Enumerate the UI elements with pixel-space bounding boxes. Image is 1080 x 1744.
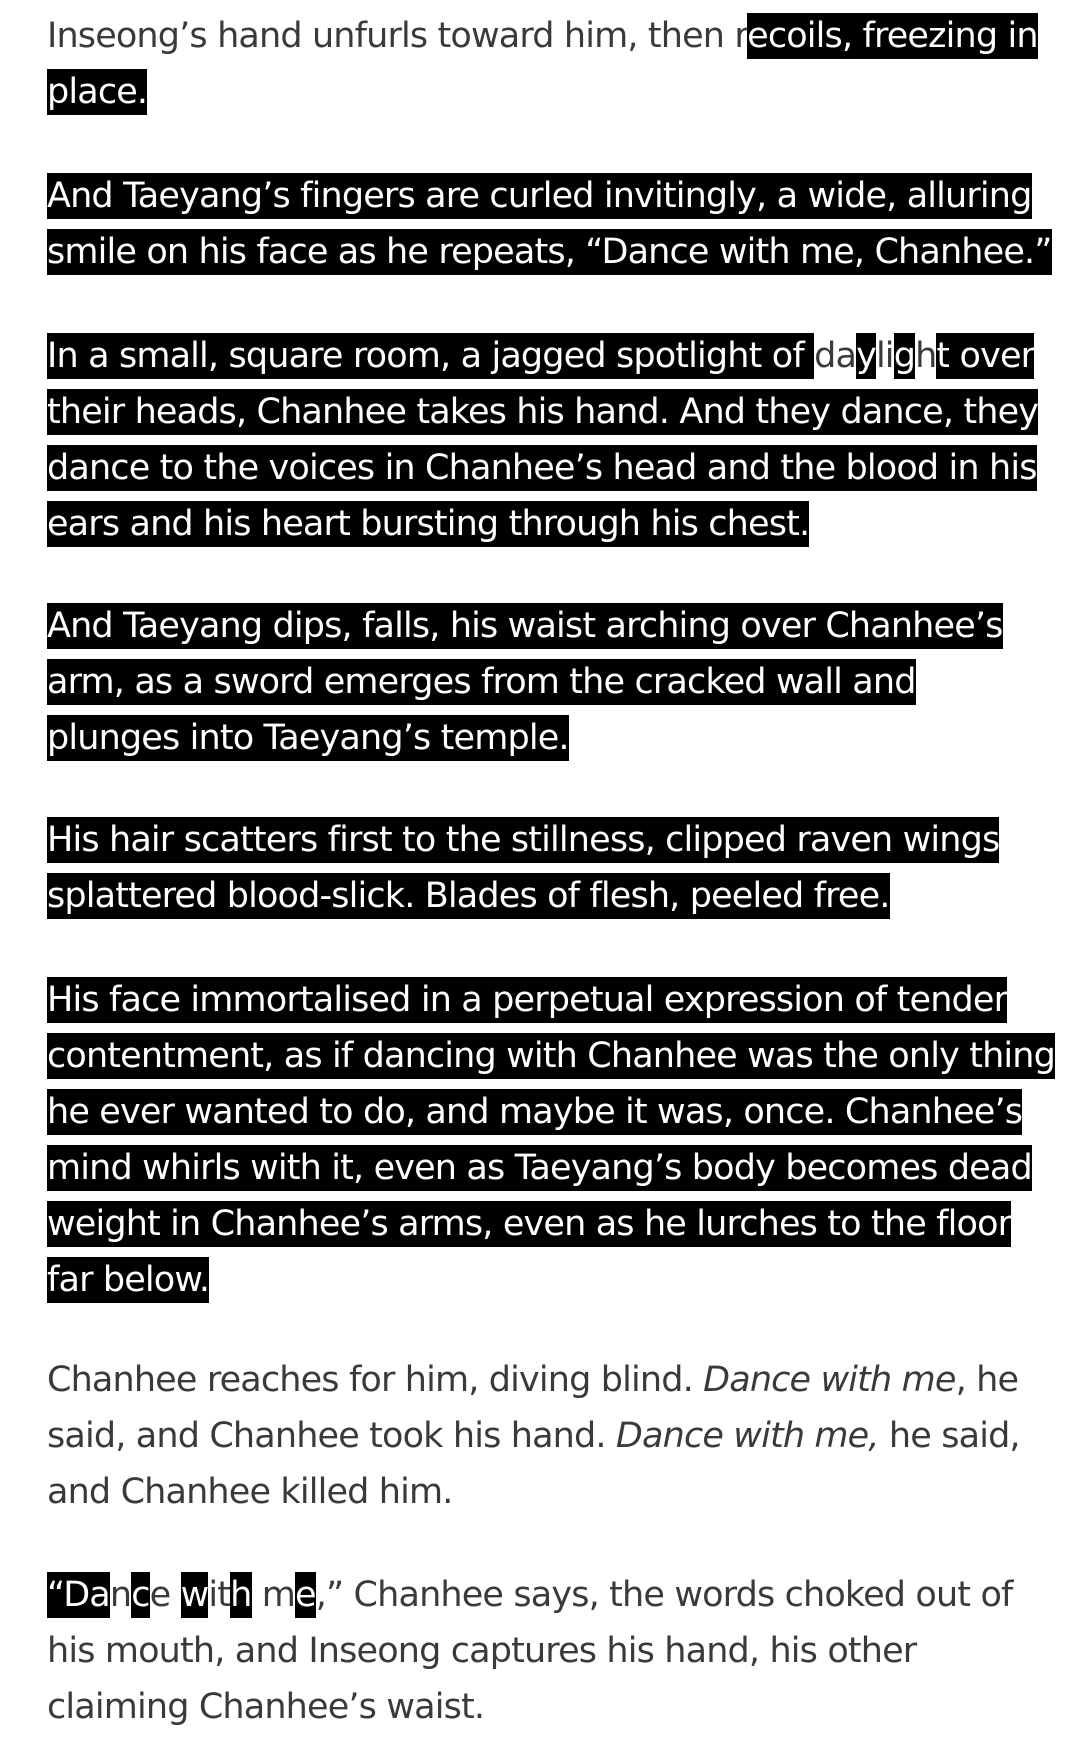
paragraph-5 xyxy=(47,812,999,924)
highlighted-text: arm, as a sword emerges from the cracked wall and xyxy=(47,659,916,705)
highlighted-text: “Da xyxy=(47,1572,110,1618)
highlighted-text: His face immortalised in a perpetual expression of tender xyxy=(47,977,1007,1023)
paragraph-4 xyxy=(47,598,1003,766)
text-line xyxy=(47,812,999,868)
plain-text: and Chanhee killed him. xyxy=(47,1472,453,1512)
plain-text: da xyxy=(814,336,857,376)
paragraph-7 xyxy=(47,1352,1020,1520)
text-line xyxy=(47,598,1003,654)
italic-text: Dance with me xyxy=(703,1360,956,1400)
highlighted-text: His hair scatters first to the stillness, clipped raven wings xyxy=(47,817,999,863)
plain-text: his mouth, and Inseong captures his hand, his other xyxy=(47,1631,917,1671)
text-line xyxy=(47,1623,1012,1679)
text-line xyxy=(47,1679,1012,1735)
plain-text: Inseong’s hand unfurls toward him, then r xyxy=(47,16,748,56)
text-line xyxy=(47,1408,1020,1464)
text-line xyxy=(47,1252,1055,1308)
text-line xyxy=(47,440,1038,496)
text-line xyxy=(47,1196,1055,1252)
plain-text: , he xyxy=(955,1360,1019,1400)
highlighted-text: plunges into Taeyang’s temple. xyxy=(47,715,569,761)
highlighted-text: over xyxy=(949,333,1034,379)
italic-text: Dance with me, xyxy=(615,1416,879,1456)
paragraph-1 xyxy=(47,8,1038,120)
plain-text: e xyxy=(149,1575,171,1615)
text-line xyxy=(47,1084,1055,1140)
text-line xyxy=(47,1352,1020,1408)
paragraph-2 xyxy=(47,168,1052,280)
highlighted-text: And Taeyang dips, falls, his waist arching over Chanhee’s xyxy=(47,603,1003,649)
text-line xyxy=(47,168,1052,224)
text-line xyxy=(47,328,1038,384)
text-line xyxy=(47,1464,1020,1520)
highlighted-text: dance to the voices in Chanhee’s head and the blood in his xyxy=(47,445,1037,491)
text-line xyxy=(47,1567,1012,1623)
plain-text: it xyxy=(208,1575,231,1615)
highlighted-text: weight in Chanhee’s arms, even as he lurches to the floor xyxy=(47,1201,1011,1247)
text-line xyxy=(47,654,1003,710)
highlighted-text: contentment, as if dancing with Chanhee was the only thing xyxy=(47,1033,1055,1079)
plain-text: ,” Chanhee says, the words choked out of xyxy=(315,1575,1013,1615)
text-line xyxy=(47,710,1003,766)
paragraph-6 xyxy=(47,972,1055,1308)
highlighted-text: c xyxy=(131,1572,149,1618)
paragraph-3 xyxy=(47,328,1038,552)
plain-text: claiming Chanhee’s waist. xyxy=(47,1687,485,1727)
text-line xyxy=(47,868,999,924)
text-line xyxy=(47,8,1038,64)
plain-text: Chanhee reaches for him, diving blind. xyxy=(47,1360,704,1400)
highlighted-text: place. xyxy=(47,69,147,115)
glitched-text: g xyxy=(894,333,915,379)
plain-text: said, and Chanhee took his hand. xyxy=(47,1416,616,1456)
text-line xyxy=(47,1140,1055,1196)
plain-text: h xyxy=(915,336,937,376)
plain-text: m xyxy=(261,1575,296,1615)
plain-text: li xyxy=(875,336,894,376)
text-line xyxy=(47,1028,1055,1084)
highlighted-text: their heads, Chanhee takes his hand. And they dance, they xyxy=(47,389,1038,435)
highlighted-text: far below. xyxy=(47,1257,209,1303)
highlighted-text: And Taeyang’s fingers are curled invitingly, a wide, alluring xyxy=(47,173,1032,219)
highlighted-text: mind whirls with it, even as Taeyang’s body becomes dead xyxy=(47,1145,1032,1191)
paragraph-8 xyxy=(47,1567,1012,1735)
text-line xyxy=(47,384,1038,440)
text-line xyxy=(47,972,1055,1028)
highlighted-text: ecoils, freezing in xyxy=(747,13,1038,59)
highlighted-text: In a small, square room, a jagged spotlight of xyxy=(47,333,814,379)
glitched-text: t xyxy=(936,333,949,379)
glitched-text: y xyxy=(856,333,876,379)
plain-text: he said, xyxy=(878,1416,1020,1456)
highlighted-text: h xyxy=(230,1572,251,1618)
highlighted-text: w xyxy=(181,1572,209,1618)
plain-text xyxy=(170,1575,180,1615)
highlighted-text: ears and his heart bursting through his chest. xyxy=(47,501,809,547)
plain-text xyxy=(252,1575,262,1615)
plain-text: n xyxy=(109,1575,132,1615)
text-line xyxy=(47,224,1052,280)
text-line xyxy=(47,496,1038,552)
highlighted-text: smile on his face as he repeats, “Dance with me, Chanhee.” xyxy=(47,229,1052,275)
text-line xyxy=(47,64,1038,120)
highlighted-text: e xyxy=(295,1572,316,1618)
highlighted-text: he ever wanted to do, and maybe it was, once. Chanhee’s xyxy=(47,1089,1022,1135)
highlighted-text: splattered blood-slick. Blades of flesh, peeled free. xyxy=(47,873,890,919)
